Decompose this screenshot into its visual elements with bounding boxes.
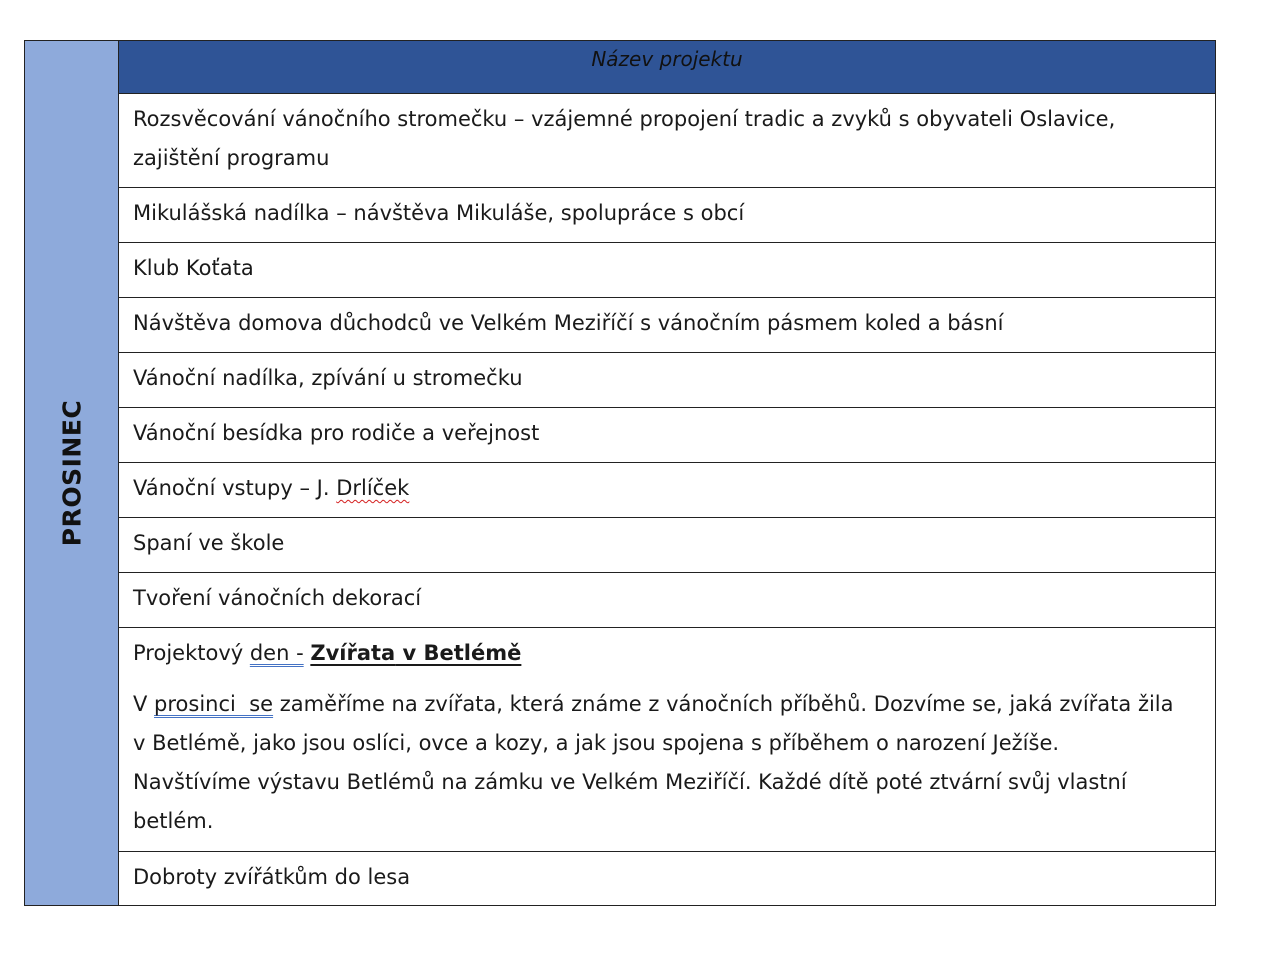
month-label: PROSINEC	[57, 399, 86, 547]
row-text: Rozsvěcování vánočního stromečku – vzájemné propojení tradic a zvyků s obyvateli Oslavice,	[133, 107, 1116, 131]
row-text-part: Projektový	[133, 641, 250, 665]
row-text	[133, 469, 1201, 508]
table-row	[119, 852, 1215, 905]
projects-column	[119, 41, 1215, 905]
row-paragraph-line: v Betlémě, jako jsou oslíci, ovce a kozy, a jak jsou spojena s příběhem o narození Ježíše.	[133, 731, 1060, 755]
row-text-part: zaměříme na zvířata, která známe z vánočních příběhů. Dozvíme se, jaká zvířata žila	[273, 692, 1174, 716]
table-row	[119, 408, 1215, 463]
table-row	[119, 188, 1215, 243]
row-text-part: Vánoční vstupy – J.	[133, 476, 337, 500]
row-text-part: V	[133, 692, 155, 716]
december-projects-table	[24, 40, 1216, 906]
grammar-mark: den -	[249, 641, 304, 665]
table-row	[119, 243, 1215, 298]
month-column	[25, 41, 119, 905]
table-row	[119, 94, 1215, 188]
row-text: Mikulášská nadílka – návštěva Mikuláše, spolupráce s obcí	[133, 201, 745, 225]
table-row	[119, 573, 1215, 628]
row-text: Klub Koťata	[133, 256, 254, 280]
table-row	[119, 518, 1215, 573]
row-paragraph-line: Navštívíme výstavu Betlémů na zámku ve Velkém Meziříčí. Každé dítě poté ztvární svůj vlastní	[133, 770, 1127, 794]
table-row	[119, 628, 1215, 852]
row-text: Spaní ve škole	[133, 531, 285, 555]
row-text: zajištění programu	[133, 146, 330, 170]
row-title	[133, 634, 1201, 673]
row-paragraph-line	[133, 685, 1201, 724]
row-text: Vánoční nadílka, zpívání u stromečku	[133, 366, 523, 390]
row-text: Vánoční besídka pro rodiče a veřejnost	[133, 421, 540, 445]
row-paragraph-line: betlém.	[133, 809, 214, 833]
table-row	[119, 298, 1215, 353]
bold-title-part: v Betlémě	[395, 641, 522, 665]
row-text: Dobroty zvířátkům do lesa	[133, 865, 411, 889]
bold-title-part: Zvířata	[310, 641, 396, 665]
table-header	[119, 41, 1215, 94]
table-row	[119, 463, 1215, 518]
table-row	[119, 353, 1215, 408]
row-text: Návštěva domova důchodců ve Velkém Meziříčí s vánočním pásmem koled a básní	[133, 311, 1004, 335]
spellcheck-word: Drlíček	[336, 476, 410, 500]
row-text: Tvoření vánočních dekorací	[133, 586, 422, 610]
header-label: Název projektu	[591, 47, 743, 71]
grammar-mark: prosinci se	[154, 692, 274, 716]
